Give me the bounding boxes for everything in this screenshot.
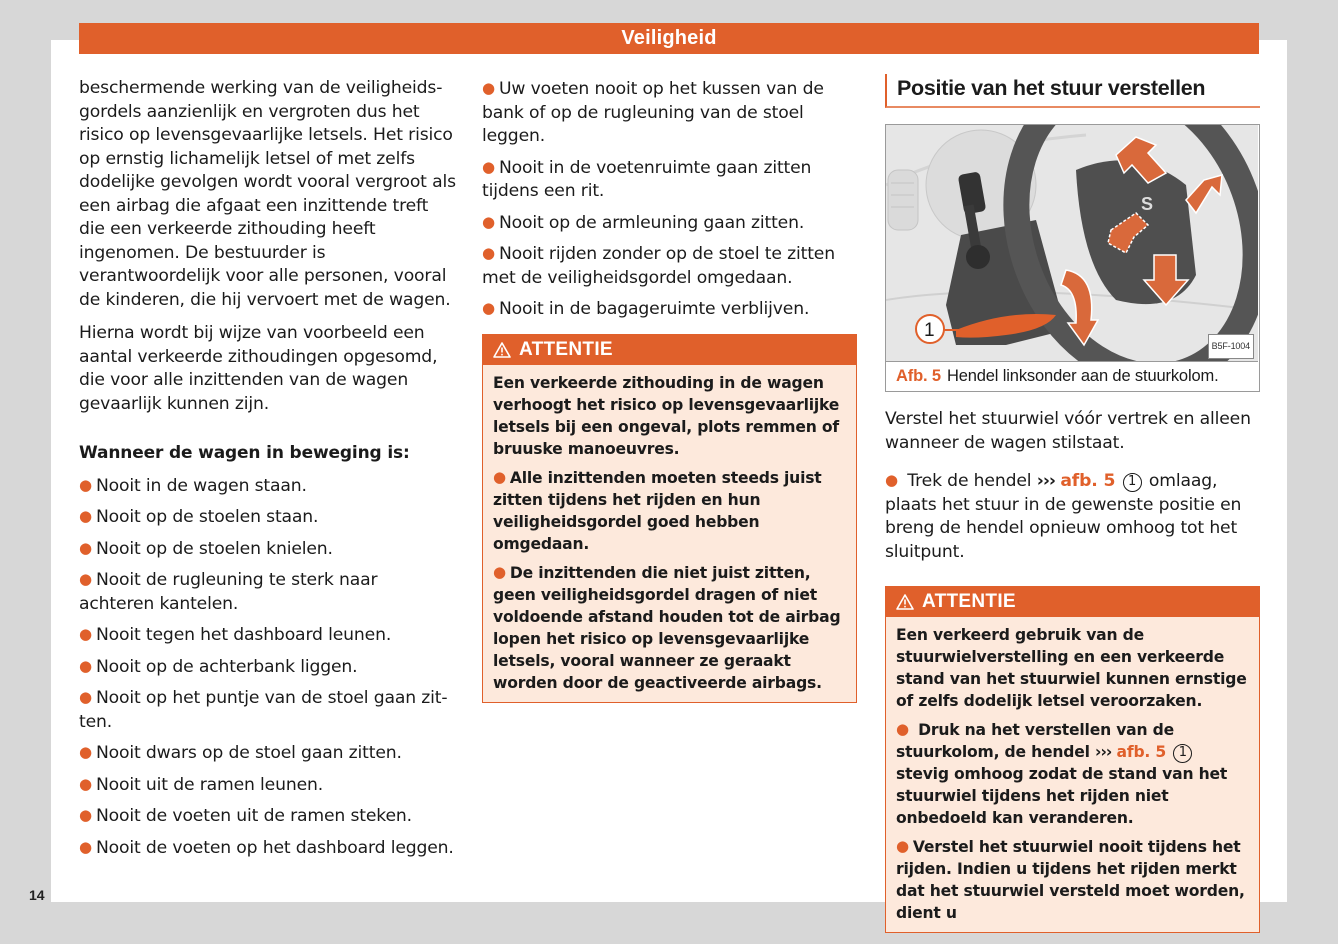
figure-label: Afb. 5 bbox=[896, 367, 941, 385]
list-item: ● Nooit in de wagen staan. bbox=[79, 475, 307, 496]
bullet-icon: ● bbox=[482, 244, 495, 262]
paragraph: Verstel het stuurwiel vóór vertrek en alleen wanneer de wagen stilstaat. bbox=[885, 409, 1251, 453]
bullet-icon: ● bbox=[885, 471, 898, 489]
steering-wheel-illustration bbox=[886, 125, 1258, 362]
list-item: ● Nooit in de voetenruimte gaan zitten tijdens een rit. bbox=[482, 157, 812, 201]
bullet-icon: ● bbox=[79, 743, 92, 761]
bullet-icon: ● bbox=[482, 157, 495, 176]
list-item: ● Nooit de voeten uit de ramen steken. bbox=[79, 806, 412, 826]
list-item: ● Uw voeten nooit op het kussen van de bank of op de rugleuning van de stoel leggen. bbox=[482, 79, 824, 146]
list-item: ● Nooit dwars op de stoel gaan zitten. bbox=[79, 743, 402, 763]
steering-wheel-drawing bbox=[886, 125, 1258, 362]
warning-title: ATTENTIE bbox=[922, 591, 1016, 613]
bullet-icon: ● bbox=[482, 212, 495, 231]
list-item: ● Nooit op de stoelen staan. bbox=[79, 507, 319, 527]
warning-triangle-icon bbox=[493, 342, 511, 358]
column-1 bbox=[79, 77, 457, 867]
warning-header bbox=[886, 587, 1259, 617]
section-title: Positie van het stuur verstellen bbox=[885, 74, 1260, 108]
bullet-icon: ● bbox=[79, 774, 92, 793]
figure-callout: 1 bbox=[924, 320, 935, 341]
warning-title: ATTENTIE bbox=[519, 338, 613, 360]
column-2 bbox=[482, 77, 857, 703]
list-item: ● Nooit de rugleuning te sterk naar achteren kantelen. bbox=[79, 570, 378, 614]
warning-item: ● De inzittenden die niet juist zitten, geen veiligheidsgordel dragen of niet voldoende afstand houden tot de airbag lopen het risico op levensgevaarlijke letsels, vooral wanneer ze geraakt worden door de geactiveerde airbags. bbox=[493, 562, 841, 692]
warning-item: ● Druk na het verstellen van de stuurkolom, de hendel ››› afb. 5 1 stevig omhoog zodat de stand van het stuurwiel tijdens het rijden niet onbedoeld kan veranderen. bbox=[896, 720, 1228, 827]
paragraph: beschermende werking van de veiligheidsgordels aanzienlijk en vergroten dus het risico op levensgevaarlijke letsels. Het risico op ernstig lichamelijk letsel of met zelfs dodelijke gevolgen wordt vooral vergroot als een airbag die afgaat een inzittende treft die een verkeerde zithouding heeft ingenomen. De bestuurder is verantwoordelijk voor alle personen, vooral de kinderen, die hij vervoert met de wagen. bbox=[79, 78, 456, 310]
subheading: Wanneer de wagen in beweging is: bbox=[79, 443, 410, 463]
cross-reference-arrows-icon: ››› bbox=[1036, 471, 1055, 491]
list-item: ● Nooit op de achterbank liggen. bbox=[79, 656, 358, 677]
figure bbox=[885, 124, 1260, 392]
list-item: ● Nooit in de bagageruimte verblijven. bbox=[482, 299, 810, 319]
bullet-icon: ● bbox=[79, 806, 92, 824]
list-item: ● Nooit op de stoelen knielen. bbox=[79, 538, 333, 559]
figure-code: B5F-1004 bbox=[1208, 334, 1254, 360]
svg-text:S: S bbox=[1141, 194, 1153, 214]
warning-body bbox=[483, 365, 856, 702]
warning-body bbox=[886, 617, 1259, 932]
paragraph: Hierna wordt bij wijze van voorbeeld een aantal verkeerde zithoudingen opgesomd, die voor alle inzittenden van de wagen gevaarlijk kunnen zijn. bbox=[79, 323, 438, 414]
bullet-icon: ● bbox=[493, 467, 506, 486]
list-item: ● Nooit op de armleuning gaan zitten. bbox=[482, 212, 805, 233]
bullet-list bbox=[79, 474, 457, 861]
bullet-icon: ● bbox=[482, 299, 495, 317]
bullet-icon: ● bbox=[79, 688, 92, 706]
callout-number-icon: 1 bbox=[1173, 744, 1192, 763]
bullet-icon: ● bbox=[896, 720, 909, 738]
list-item: ● Nooit rijden zonder op de stoel te zitten met de veiligheidsgordel omgedaan. bbox=[482, 244, 835, 288]
warning-item: ● Verstel het stuurwiel nooit tijdens het rijden. Indien u tijdens het rijden merkt dat het stuurwiel versteld moet worden, dient u bbox=[896, 837, 1245, 922]
list-item: ● Nooit uit de ramen leunen. bbox=[79, 774, 324, 795]
figure-caption bbox=[886, 362, 1259, 391]
bullet-icon: ● bbox=[79, 507, 92, 525]
bullet-icon: ● bbox=[79, 538, 92, 557]
cross-reference-arrows-icon: ››› bbox=[1095, 743, 1112, 761]
warning-box bbox=[885, 586, 1260, 933]
list-item: ● Nooit tegen het dashboard leunen. bbox=[79, 625, 392, 645]
warning-triangle-icon bbox=[896, 594, 914, 610]
bullet-icon: ● bbox=[79, 656, 92, 675]
bullet-icon: ● bbox=[482, 79, 495, 97]
figure-caption-text: Hendel linksonder aan de stuurkolom. bbox=[946, 367, 1219, 385]
figure-reference-link[interactable]: afb. 5 bbox=[1116, 743, 1167, 761]
bullet-icon: ● bbox=[79, 625, 92, 643]
bullet-icon: ● bbox=[79, 570, 92, 588]
page-number: 14 bbox=[29, 887, 45, 903]
warning-intro: Een verkeerde zithouding in de wagen verhoogt het risico op levensgevaarlijke letsels bij een ongeval, plots remmen of bruuske manoeuvres. bbox=[493, 373, 840, 458]
bullet-icon: ● bbox=[79, 837, 92, 856]
bullet-icon: ● bbox=[493, 562, 506, 581]
bullet-icon: ● bbox=[79, 475, 92, 494]
warning-box bbox=[482, 334, 857, 703]
list-item: ● Nooit op het puntje van de stoel gaan zitten. bbox=[79, 688, 448, 732]
instruction-step: ● Trek de hendel ››› afb. 5 1 omlaag, plaats het stuur in de gewenste positie en breng de hendel opnieuw omhoog tot het sluitpunt. bbox=[885, 471, 1242, 562]
bullet-list bbox=[482, 77, 857, 322]
warning-item: ● Alle inzittenden moeten steeds juist zitten tijdens het rijden en hun veiligheidsgordel goed hebben omgedaan. bbox=[493, 467, 822, 553]
chapter-header: Veiligheid bbox=[79, 23, 1259, 54]
list-item: ● Nooit de voeten op het dashboard leggen. bbox=[79, 837, 454, 858]
callout-number-icon: 1 bbox=[1123, 473, 1142, 492]
bullet-icon: ● bbox=[896, 837, 909, 855]
figure-reference-link[interactable]: afb. 5 bbox=[1060, 471, 1116, 491]
warning-header bbox=[483, 335, 856, 365]
warning-intro: Een verkeerd gebruik van de stuurwielverstelling en een verkeerde stand van het stuurwiel kunnen ernstige of zelfs dodelijk letsel veroorzaken. bbox=[896, 626, 1247, 710]
column-3 bbox=[885, 74, 1260, 933]
